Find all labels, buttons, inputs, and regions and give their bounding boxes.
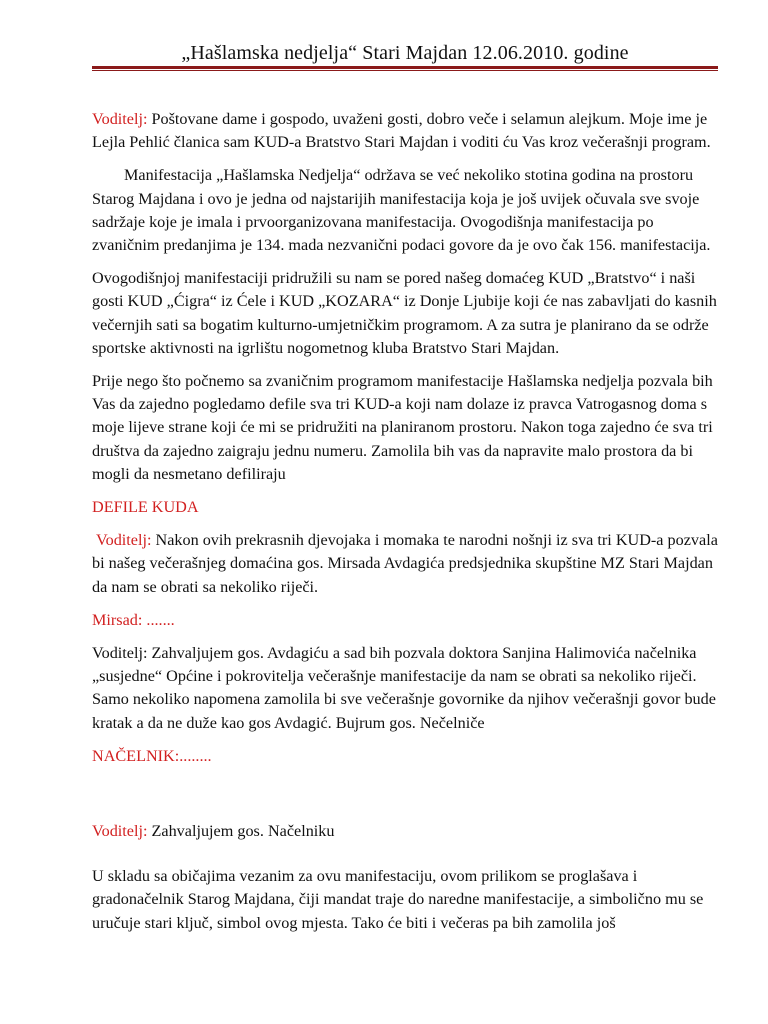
paragraph-thanks-nacelnik [92,820,718,843]
paragraph-manifestation: Manifestacija „Hašlamska Nedjelja“ održava se već nekoliko stotina godina na prostoru Starog Majdana i ovo je jedna od najstarijih manifestacija koja je još uvijek očuvala sve svoje sadržaje koje je imala i prvoorganizovana manifestacija. Ovogodišnja manifestacija po zvaničnim predanjima je 134. mada nezvanični podaci govore da je ovo čak 156. manifestacija. [92,166,711,255]
title-divider-thin [92,70,718,71]
paragraph-host [92,529,718,599]
speaker-label: Voditelj: [92,110,148,128]
document-title: „Hašlamska nedjelja“ Stari Majdan 12.06.2010. godine [181,42,629,64]
paragraph-guests: Ovogodišnjoj manifestaciji pridružili su nam se pored našeg domaćeg KUD „Bratstvo“ i naši gosti KUD „Ćigra“ iz Ćele i KUD „KOZARA“ iz Donje Ljubije koji će nas zabavljati do kasnih večernjih sati sa bogatim kulturno-umjetničkim programom. A za sutra je planirano da se održe sportske aktivnosti na igrlištu nogometnog kluba Bratstvo Stari Majdan. [92,269,717,357]
speaker-nacelnik: NAČELNIK:........ [92,746,212,765]
document-body [92,108,718,935]
paragraph-text: Poštovane dame i gospodo, uvaženi gosti, dobro veče i selamun alejkum. Moje ime je Lejla Pehlić članica sam KUD-a Bratstvo Stari Majdan i voditi ću Vas kroz večerašnji program. [92,110,711,152]
section-defile: DEFILE KUDA [92,498,199,517]
paragraph-thanks-avdagic: Voditelj: Zahvaljujem gos. Avdagiću a sad bih pozvala doktora Sanjina Halimovića načelnika „susjedne“ Općine i pokrovitelja večerašnje manifestacije da nam se obrati sa nekoliko riječi. Samo nekoliko napomena zamolila bi sve večerašnje govornike da njihov večerašnji govor bude kratak a da ne duže kao gos Avdagić. Bujrum gos. Nečelniče [92,644,716,732]
speaker-mirsad: Mirsad: ....... [92,610,175,629]
paragraph-program: Prije nego što počnemo sa zvaničnim programom manifestacije Hašlamska nedjelja pozvala bih Vas da zajedno pogledamo defile sva tri KUD-a koji nam dolaze iz pravca Vatrogasnog doma s moje lijeve strane koji će mi se pridružiti na planiranom prostoru. Nakon toga zajedno će sva tri društva da zajedno zaigraju jednu numeru. Zamolila bih vas da napravite malo prostora da bi mogli da nesmetano defiliraju [92,372,713,483]
paragraph-text: Zahvaljujem gos. Načelniku [147,822,335,841]
title-divider-thick [92,66,718,69]
speaker-label: Voditelj: [92,822,148,841]
speaker-label: Voditelj: [96,531,152,550]
paragraph-intro [92,108,718,154]
paragraph-mayor: U skladu sa običajima vezanim za ovu manifestaciju, ovom prilikom se proglašava i gradonačelnik Starog Majdana, čiji mandat traje do naredne manifestacije, a simbolično mu se uručuje stari ključ, simbol ovog mjesta. Tako će biti i večeras pa bih zamolila još [92,867,704,932]
paragraph-text: Nakon ovih prekrasnih djevojaka i momaka te narodni nošnji iz sva tri KUD-a pozvala bi našeg večerašnjeg domaćina gos. Mirsada Avdagića predsjednika skupštine MZ Stari Majdan da nam se obrati sa nekoliko riječi. [92,531,718,596]
